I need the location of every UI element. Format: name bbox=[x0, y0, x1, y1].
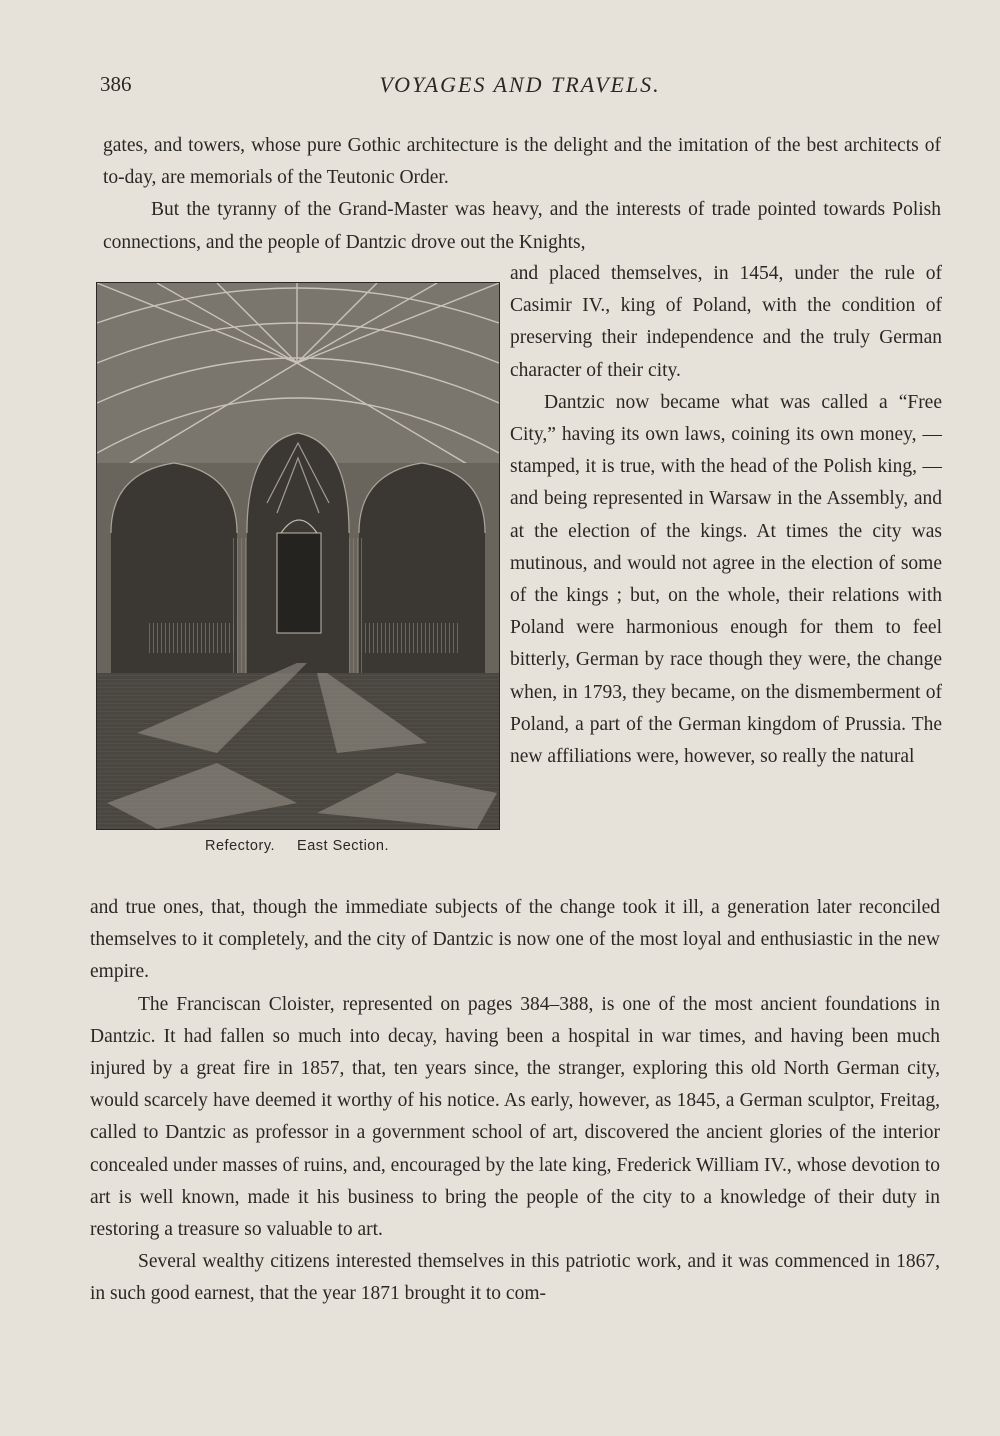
paragraph: and true ones, that, though the immediate subjects of the change took it ill, a generation later reconciled themselves to it completely, and the city of Dantzic is now one of the most loyal and enthusiastic in the new empire. bbox=[90, 897, 940, 983]
caption-subtitle: East Section. bbox=[297, 838, 389, 854]
paragraph: gates, and towers, whose pure Gothic architecture is the delight and the imitation of the best architects of to-day, are memorials of the Teutonic Order. bbox=[103, 135, 941, 189]
running-head: VOYAGES AND TRAVELS. bbox=[379, 72, 661, 97]
paragraph: The Franciscan Cloister, represented on pages 384–388, is one of the most ancient foundations in Dantzic. It had fallen so much into decay, having been a hospital in war times, and having been much injured by a great fire in 1857, that, ten years since, the stranger, exploring this old North German city, would scarcely have deemed it worthy of his notice. As early, however, as 1845, a German sculptor, Freitag, called to Dantzic as professor in a government school of art, discovered the ancient glories of the interior concealed under masses of ruins, and, encouraged by the late king, Frederick William IV., whose devotion to art is well known, made it his business to bring the people of the city to a knowledge of their duty in restoring a treasure so valuable to art. bbox=[90, 993, 940, 1241]
bottom-text-block bbox=[90, 892, 940, 1311]
page-header bbox=[100, 72, 940, 104]
page-number: 386 bbox=[100, 72, 132, 96]
paragraph: and placed themselves, in 1454, under the rule of Casimir IV., king of Poland, with the condition of preserving their independence and the truly German character of their city. bbox=[510, 263, 942, 381]
top-text-block bbox=[103, 130, 941, 259]
refectory-engraving bbox=[97, 283, 499, 829]
side-text-block bbox=[510, 258, 942, 773]
figure-caption bbox=[96, 838, 498, 854]
refectory-illustration bbox=[96, 282, 500, 830]
paragraph: Dantzic now became what was called a “Free City,” having its own laws, coining its own money, — stamped, it is true, with the head of the Polish king, — and being represented in Warsaw in the Assembly, and at the election of the kings. At times the city was mutinous, and would not agree in the election of some of the kings ; but, on the whole, their relations with Poland were harmonious enough for them to feel bitterly, German by race though they were, the change when, in 1793, they became, on the dismemberment of Poland, a part of the German kingdom of Prussia. The new affiliations were, however, so really the natural bbox=[510, 391, 942, 768]
paragraph: But the tyranny of the Grand-Master was heavy, and the interests of trade pointed towards Polish connections, and the people of Dantzic drove out the Knights, bbox=[103, 199, 941, 253]
paragraph: Several wealthy citizens interested themselves in this patriotic work, and it was commenced in 1867, in such good earnest, that the year 1871 brought it to com- bbox=[90, 1251, 940, 1305]
caption-title: Refectory. bbox=[205, 838, 276, 854]
